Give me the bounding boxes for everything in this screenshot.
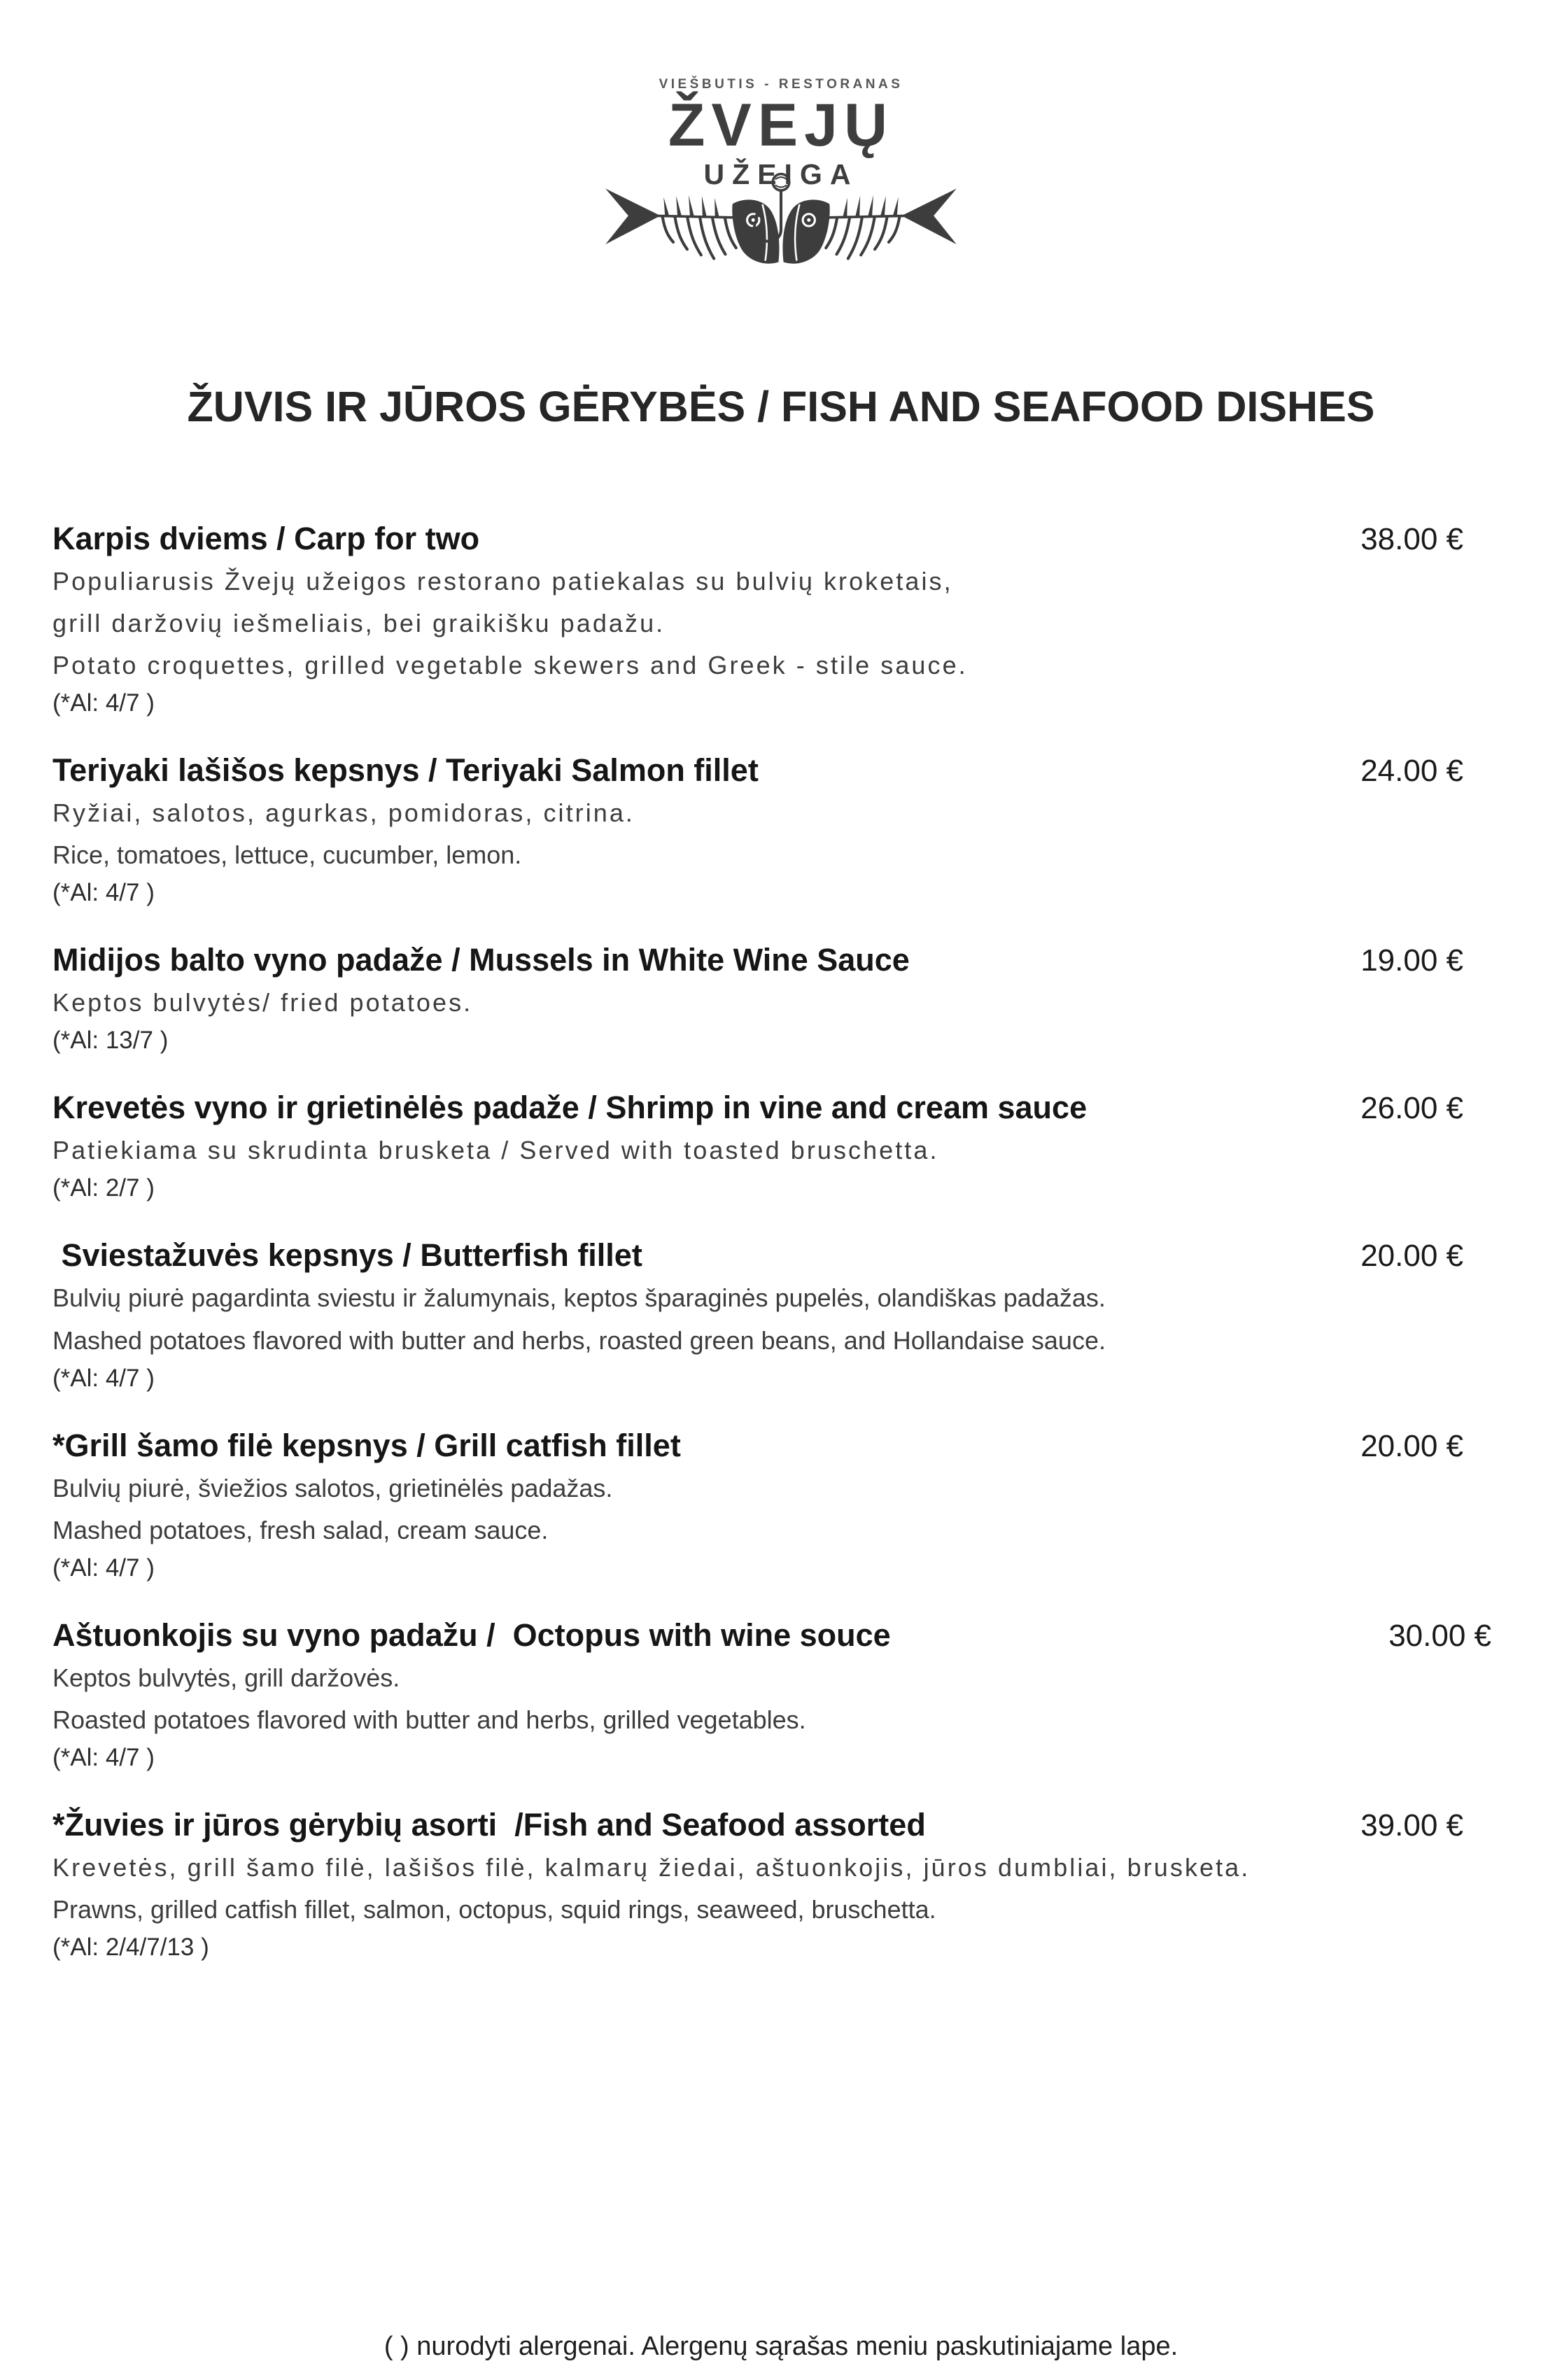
dish-title: Krevetės vyno ir grietinėlės padaže / Shrimp in vine and cream sauce — [52, 1090, 1088, 1126]
dish-title: Aštuonkojis su vyno padažu / Octopus with wine souce — [52, 1617, 891, 1653]
dish-title: *Grill šamo filė kepsnys / Grill catfish fillet — [52, 1427, 681, 1463]
dish-description-lt: Populiarusis Žvejų užeigos restorano patiekalas su bulvių kroketais, — [52, 566, 953, 596]
dish-title: *Žuvies ir jūros gėrybių asorti /Fish and Seafood assorted — [52, 1807, 926, 1843]
dish-price: 24.00 € — [1360, 754, 1463, 789]
dish-allergens: (*Al: 2/7 ) — [52, 1174, 155, 1202]
dish-header — [52, 1090, 1463, 1126]
restaurant-logo — [0, 0, 1562, 277]
dish-description-lt-en: Keptos bulvytės/ fried potatoes. — [52, 988, 473, 1018]
dish-title: Teriyaki lašišos kepsnys / Teriyaki Salmon fillet — [52, 752, 759, 789]
dish-description-en: Potato croquettes, grilled vegetable skewers and Greek - stile sauce. — [52, 650, 968, 680]
dish-price: 26.00 € — [1360, 1091, 1463, 1126]
dish-header — [52, 1617, 1491, 1654]
logo-brand-name: ŽVEJŲ — [668, 92, 894, 159]
dish-description-en: Mashed potatoes, fresh salad, cream sauce. — [52, 1515, 549, 1544]
dish-price: 19.00 € — [1360, 943, 1463, 978]
dish-allergens: (*Al: 2/4/7/13 ) — [52, 1934, 209, 1962]
dish-header — [52, 521, 1463, 557]
dish-title: Midijos balto vyno padaže / Mussels in White Wine Sauce — [52, 942, 910, 978]
menu-item — [52, 1090, 1463, 1202]
dish-description-en: Mashed potatoes flavored with butter and herbs, roasted green beans, and Hollandaise sauce. — [52, 1325, 1106, 1355]
logo-brand-subname: UŽEIGA — [703, 157, 859, 190]
dish-title: Karpis dviems / Carp for two — [52, 520, 480, 556]
dish-description-lt: Keptos bulvytės, grill daržovės. — [52, 1663, 400, 1692]
dish-price: 20.00 € — [1360, 1428, 1463, 1463]
dish-description-en: Prawns, grilled catfish fillet, salmon, octopus, squid rings, seaweed, bruschetta. — [52, 1895, 936, 1924]
dish-description-en: Rice, tomatoes, lettuce, cucumber, lemon. — [52, 840, 522, 870]
menu-item — [52, 521, 1463, 717]
allergen-footnote: ( ) nurodyti alergenai. Alergenų sąrašas meniu paskutiniajame lape. — [384, 2332, 1178, 2361]
dish-title: Sviestažuvės kepsnys / Butterfish fillet — [52, 1237, 642, 1274]
menu-item — [52, 1237, 1463, 1392]
dish-header — [52, 1428, 1463, 1464]
dish-description-en: Roasted potatoes flavored with butter and herbs, grilled vegetables. — [52, 1705, 806, 1735]
dish-price: 39.00 € — [1360, 1808, 1463, 1843]
dish-allergens: (*Al: 13/7 ) — [52, 1027, 169, 1055]
logo-tagline: VIEŠBUTIS - RESTORANAS — [659, 77, 903, 92]
fish-skeleton-right-icon — [782, 188, 956, 263]
menu-item — [52, 1617, 1491, 1772]
dish-price: 38.00 € — [1360, 521, 1463, 556]
dish-price: 20.00 € — [1360, 1239, 1463, 1274]
dish-description-lt: Bulvių piurė, šviežios salotos, grietinėlės padažas. — [52, 1473, 613, 1502]
dish-description-lt: Ryžiai, salotos, agurkas, pomidoras, citrina. — [52, 798, 635, 828]
dish-allergens: (*Al: 4/7 ) — [52, 1554, 155, 1582]
dish-price: 30.00 € — [1388, 1618, 1491, 1653]
menu-list — [52, 520, 1491, 1962]
dish-description-lt: grill daržovių iešmeliais, bei graikišku padažu. — [52, 608, 666, 638]
dish-allergens: (*Al: 4/7 ) — [52, 1744, 155, 1772]
menu-item — [52, 752, 1463, 907]
dish-description-lt: Krevetės, grill šamo filė, lašišos filė, kalmarų žiedai, aštuonkojis, jūros dumbliai, brusketa. — [52, 1853, 1251, 1882]
menu-item — [52, 1807, 1463, 1962]
dish-header — [52, 1807, 1463, 1843]
dish-allergens: (*Al: 4/7 ) — [52, 1364, 155, 1392]
menu-item — [52, 942, 1463, 1055]
dish-allergens: (*Al: 4/7 ) — [52, 689, 155, 717]
dish-header — [52, 1237, 1463, 1274]
menu-item — [52, 1428, 1463, 1582]
dish-description-lt-en: Patiekiama su skrudinta brusketa / Served with toasted bruschetta. — [52, 1136, 939, 1165]
dish-allergens: (*Al: 4/7 ) — [52, 879, 155, 907]
dish-header — [52, 752, 1463, 789]
page-title: ŽUVIS IR JŪROS GĖRYBĖS / FISH AND SEAFOOD DISHES — [187, 382, 1375, 430]
dish-description-lt: Bulvių piurė pagardinta sviestu ir žalumynais, keptos šparaginės pupelės, olandiškas padažas. — [52, 1283, 1106, 1313]
dish-header — [52, 942, 1463, 978]
